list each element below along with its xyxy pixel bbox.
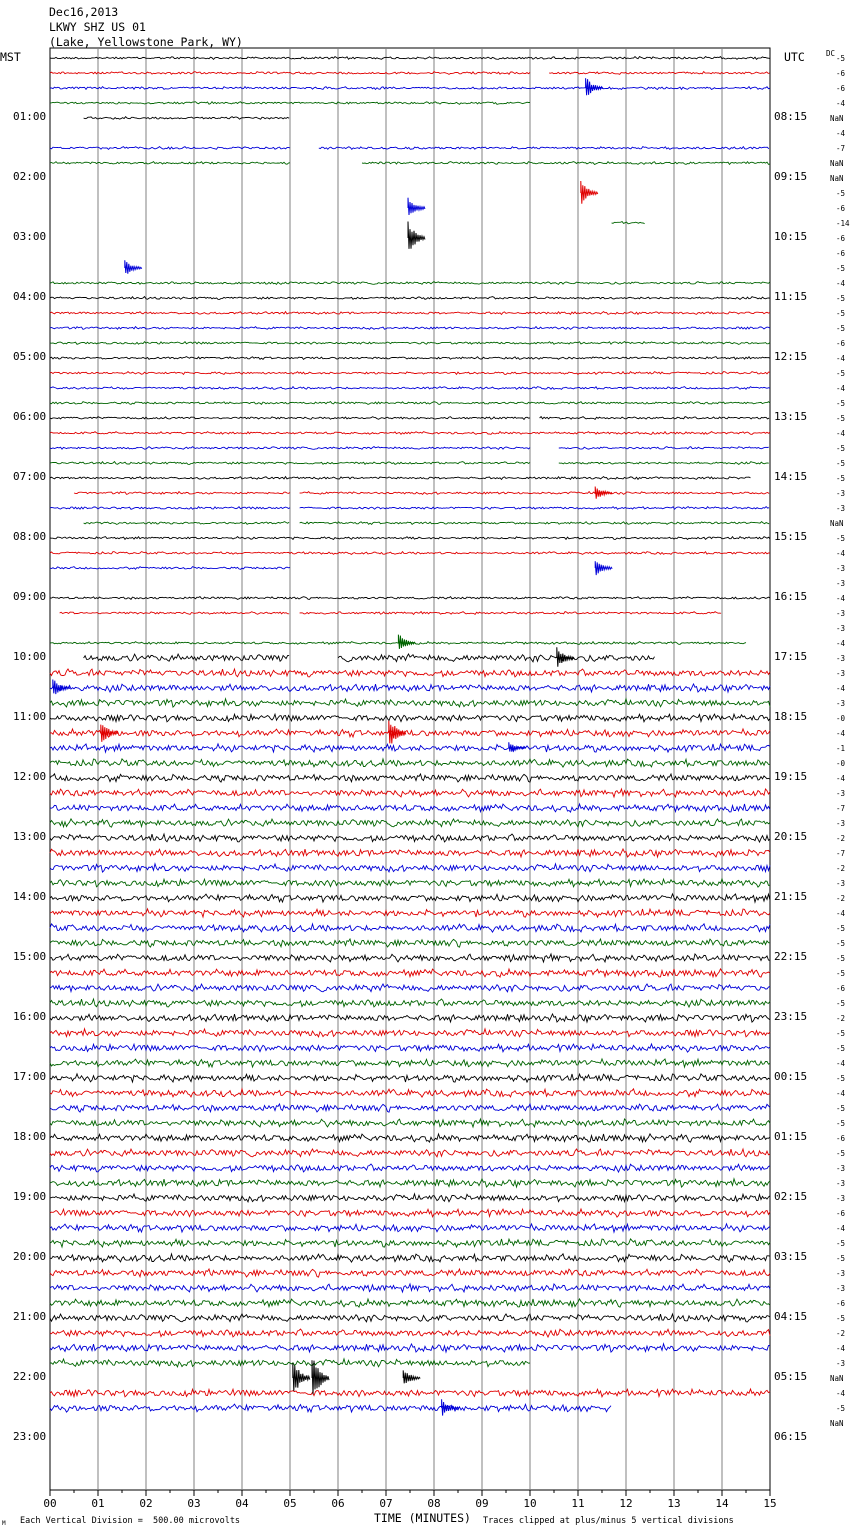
trace-segment bbox=[50, 1134, 770, 1142]
trace-segment bbox=[50, 312, 770, 315]
dc-offset-label: -6 bbox=[836, 339, 846, 348]
trace-segment bbox=[50, 1044, 770, 1052]
x-tick-label: 04 bbox=[235, 1497, 249, 1510]
left-hour-label: 10:00 bbox=[13, 650, 47, 663]
dc-offset-label: -0 bbox=[836, 759, 846, 768]
seismic-event bbox=[442, 1399, 459, 1415]
x-tick-label: 07 bbox=[379, 1497, 393, 1510]
seismic-event bbox=[581, 181, 598, 204]
dc-offset-label: -5 bbox=[836, 1044, 846, 1053]
trace-segment bbox=[50, 684, 770, 692]
dc-offset-label: -5 bbox=[836, 369, 846, 378]
seismic-event bbox=[595, 487, 612, 499]
trace-segment bbox=[50, 1299, 770, 1307]
dc-offset-label: -4 bbox=[836, 429, 846, 438]
trace-segment bbox=[50, 87, 770, 90]
right-hour-label: 23:15 bbox=[774, 1010, 808, 1023]
trace-segment bbox=[50, 282, 770, 285]
dc-offset-label: -4 bbox=[836, 1224, 846, 1233]
trace-segment bbox=[50, 372, 770, 375]
right-hour-label: 14:15 bbox=[774, 470, 808, 483]
right-hour-label: 20:15 bbox=[774, 830, 808, 843]
trace-segment bbox=[50, 669, 770, 677]
trace-segment bbox=[50, 552, 770, 555]
seismic-event bbox=[408, 198, 425, 215]
trace-segment bbox=[50, 744, 770, 752]
station-name: LKWY SHZ US 01 bbox=[49, 20, 146, 34]
trace-segment bbox=[50, 759, 770, 767]
trace-segment bbox=[362, 162, 770, 165]
x-tick-label: 06 bbox=[331, 1497, 345, 1510]
x-tick-label: 12 bbox=[619, 1497, 633, 1510]
seismic-event bbox=[398, 635, 415, 649]
dc-offset-label: -2 bbox=[836, 1329, 846, 1338]
dc-offset-label: -3 bbox=[836, 1194, 846, 1203]
dc-offset-label: -7 bbox=[836, 144, 846, 153]
left-hour-label: 17:00 bbox=[13, 1070, 47, 1083]
trace-segment bbox=[50, 1059, 770, 1067]
trace-segment bbox=[50, 1074, 770, 1082]
dc-offset-header: DC bbox=[826, 49, 836, 58]
dc-offset-label: -4 bbox=[836, 279, 846, 288]
trace-segment bbox=[50, 819, 770, 827]
trace-segment bbox=[50, 357, 770, 360]
trace-segment bbox=[338, 654, 655, 662]
trace-segment bbox=[50, 507, 290, 510]
right-hour-label: 02:15 bbox=[774, 1190, 808, 1203]
trace-segment bbox=[84, 654, 290, 661]
left-hour-label: 06:00 bbox=[13, 410, 47, 423]
trace-segment bbox=[50, 969, 770, 977]
plot-date: Dec16,2013 bbox=[49, 5, 119, 19]
trace-segment bbox=[50, 849, 770, 857]
x-tick-label: 01 bbox=[91, 1497, 105, 1510]
trace-segment bbox=[50, 774, 770, 782]
dc-offset-label: -5 bbox=[836, 444, 846, 453]
seismic-event bbox=[312, 1360, 329, 1394]
left-hour-label: 14:00 bbox=[13, 890, 47, 903]
seismic-event bbox=[101, 725, 118, 742]
right-hour-label: 09:15 bbox=[774, 170, 808, 183]
dc-offset-label: -3 bbox=[836, 504, 846, 513]
trace-segment bbox=[300, 612, 721, 615]
dc-offset-label: -5 bbox=[836, 1239, 846, 1248]
dc-offset-label: -5 bbox=[836, 999, 846, 1008]
dc-offset-label: -5 bbox=[836, 54, 846, 63]
dc-offset-label: -3 bbox=[836, 699, 846, 708]
dc-offset-label: -5 bbox=[836, 1149, 846, 1158]
dc-offset-label: NaN bbox=[830, 174, 844, 183]
trace-segment bbox=[50, 714, 770, 722]
dc-offset-label: -3 bbox=[836, 819, 846, 828]
trace-segment bbox=[300, 492, 769, 495]
trace-group bbox=[50, 57, 770, 1413]
left-hour-label: 08:00 bbox=[13, 530, 47, 543]
right-hour-label: 00:15 bbox=[774, 1070, 808, 1083]
dc-offset-label: NaN bbox=[830, 519, 844, 528]
right-hour-label: 15:15 bbox=[774, 530, 808, 543]
trace-segment bbox=[50, 1089, 770, 1097]
dc-offset-label: -2 bbox=[836, 894, 846, 903]
left-hour-label: 07:00 bbox=[13, 470, 47, 483]
right-hour-label: 12:15 bbox=[774, 350, 808, 363]
trace-segment bbox=[50, 162, 290, 165]
right-hour-label: 19:15 bbox=[774, 770, 808, 783]
dc-offset-label: -3 bbox=[836, 1179, 846, 1188]
dc-offset-label: -6 bbox=[836, 84, 846, 93]
right-hour-label: 05:15 bbox=[774, 1370, 808, 1383]
trace-segment bbox=[50, 1209, 770, 1217]
minute-gridlines bbox=[50, 48, 770, 1490]
trace-segment bbox=[50, 1179, 770, 1187]
dc-offset-label: -2 bbox=[836, 1014, 846, 1023]
dc-offset-label: -3 bbox=[836, 879, 846, 888]
dc-offset-label: -4 bbox=[836, 774, 846, 783]
dc-offset-label: -14 bbox=[836, 219, 850, 228]
dc-offset-label: -1 bbox=[836, 744, 846, 753]
dc-offset-label: -6 bbox=[836, 1134, 846, 1143]
trace-segment bbox=[50, 147, 290, 150]
right-hour-label: 04:15 bbox=[774, 1310, 808, 1323]
trace-segment bbox=[50, 789, 770, 797]
trace-segment bbox=[50, 939, 770, 947]
dc-offset-label: -3 bbox=[836, 579, 846, 588]
dc-offset-label: -5 bbox=[836, 939, 846, 948]
dc-offset-label: -4 bbox=[836, 639, 846, 648]
dc-offset-label: -3 bbox=[836, 1359, 846, 1368]
dc-offset-label: -5 bbox=[836, 459, 846, 468]
seismic-event bbox=[293, 1363, 310, 1391]
trace-segment bbox=[50, 297, 770, 300]
left-hour-label: 03:00 bbox=[13, 230, 47, 243]
dc-offset-label: NaN bbox=[830, 1374, 844, 1383]
dc-offset-label: -5 bbox=[836, 1314, 846, 1323]
x-axis-label: TIME (MINUTES) bbox=[374, 1511, 471, 1525]
dc-offset-label: -5 bbox=[836, 294, 846, 303]
left-hour-label: 01:00 bbox=[13, 110, 47, 123]
dc-offset-label: -5 bbox=[836, 264, 846, 273]
trace-segment bbox=[50, 729, 770, 737]
dc-offset-label: -5 bbox=[836, 1029, 846, 1038]
dc-offset-label: -3 bbox=[836, 624, 846, 633]
seismic-event bbox=[403, 1370, 420, 1383]
dc-offset-label: -5 bbox=[836, 189, 846, 198]
right-hour-label: 18:15 bbox=[774, 710, 808, 723]
trace-segment bbox=[50, 1014, 770, 1022]
seismic-event bbox=[53, 680, 70, 695]
x-tick-label: 09 bbox=[475, 1497, 489, 1510]
trace-segment bbox=[50, 1149, 770, 1157]
x-tick-label: 03 bbox=[187, 1497, 201, 1510]
trace-segment bbox=[50, 1389, 770, 1397]
trace-segment bbox=[50, 1029, 770, 1037]
dc-offset-label: -5 bbox=[836, 1104, 846, 1113]
dc-offset-label: NaN bbox=[830, 159, 844, 168]
left-hour-label: 20:00 bbox=[13, 1250, 47, 1263]
trace-segment bbox=[50, 1404, 611, 1412]
trace-segment bbox=[50, 1329, 770, 1337]
trace-segment bbox=[50, 342, 770, 345]
trace-segment bbox=[50, 1119, 770, 1127]
dc-offset-label: -4 bbox=[836, 594, 846, 603]
seismic-event bbox=[595, 561, 612, 575]
trace-segment bbox=[50, 894, 770, 902]
dc-offset-label: -5 bbox=[836, 534, 846, 543]
dc-offset-label: -5 bbox=[836, 474, 846, 483]
dc-offset-label: -5 bbox=[836, 414, 846, 423]
left-hour-label: 13:00 bbox=[13, 830, 47, 843]
dc-offset-label: -4 bbox=[836, 354, 846, 363]
left-hour-label: 04:00 bbox=[13, 290, 47, 303]
dc-offset-label: -6 bbox=[836, 204, 846, 213]
trace-segment bbox=[50, 1194, 770, 1202]
trace-segment bbox=[50, 537, 770, 540]
trace-segment bbox=[50, 909, 770, 917]
trace-segment bbox=[50, 432, 770, 435]
dc-offset-label: -7 bbox=[836, 849, 846, 858]
trace-segment bbox=[84, 522, 290, 525]
x-tick-label: 08 bbox=[427, 1497, 441, 1510]
left-hour-label: 15:00 bbox=[13, 950, 47, 963]
dc-offset-label: -3 bbox=[836, 564, 846, 573]
x-tick-label: 00 bbox=[43, 1497, 57, 1510]
left-hour-label: 09:00 bbox=[13, 590, 47, 603]
dc-offset-label: -0 bbox=[836, 714, 846, 723]
dc-offset-label: -6 bbox=[836, 984, 846, 993]
dc-offset-label: -2 bbox=[836, 834, 846, 843]
dc-offset-label: -3 bbox=[836, 654, 846, 663]
trace-segment bbox=[300, 507, 769, 510]
dc-offset-label: -4 bbox=[836, 729, 846, 738]
trace-segment bbox=[50, 477, 751, 480]
dc-offset-label: -5 bbox=[836, 954, 846, 963]
dc-offset-label: NaN bbox=[830, 114, 844, 123]
dc-offset-label: -5 bbox=[836, 399, 846, 408]
dc-offset-label: -3 bbox=[836, 669, 846, 678]
trace-segment bbox=[612, 222, 645, 224]
dc-offset-label: -3 bbox=[836, 1164, 846, 1173]
trace-segment bbox=[74, 492, 290, 495]
plot-frame bbox=[50, 48, 770, 1490]
left-hour-label: 16:00 bbox=[13, 1010, 47, 1023]
dc-offset-label: -6 bbox=[836, 234, 846, 243]
dc-offset-label: -6 bbox=[836, 69, 846, 78]
trace-segment bbox=[50, 1239, 770, 1247]
seismic-event bbox=[408, 222, 425, 249]
trace-segment bbox=[50, 1224, 770, 1232]
trace-segment bbox=[50, 1164, 770, 1172]
trace-segment bbox=[50, 402, 770, 405]
trace-segment bbox=[300, 522, 769, 525]
seismic-event bbox=[125, 260, 142, 273]
dc-offset-label: -4 bbox=[836, 684, 846, 693]
dc-offset-label: -3 bbox=[836, 1284, 846, 1293]
left-hour-label: 18:00 bbox=[13, 1130, 47, 1143]
dc-offset-label: -5 bbox=[836, 1074, 846, 1083]
scale-note: Each Vertical Division = 500.00 microvolts bbox=[20, 1516, 241, 1526]
trace-segment bbox=[549, 72, 770, 75]
left-hour-label: 05:00 bbox=[13, 350, 47, 363]
trace-segment bbox=[50, 1104, 770, 1112]
trace-segment bbox=[50, 567, 290, 570]
trace-segment bbox=[540, 417, 770, 420]
right-hour-label: 21:15 bbox=[774, 890, 808, 903]
trace-segment bbox=[50, 879, 770, 887]
right-hour-label: 06:15 bbox=[774, 1430, 808, 1443]
x-tick-label: 14 bbox=[715, 1497, 729, 1510]
trace-segment bbox=[60, 612, 290, 615]
trace-segment bbox=[84, 117, 290, 120]
right-hour-label: 11:15 bbox=[774, 290, 808, 303]
station-location: (Lake, Yellowstone Park, WY) bbox=[49, 35, 243, 49]
dc-offset-label: -4 bbox=[836, 549, 846, 558]
dc-offset-label: -4 bbox=[836, 1344, 846, 1353]
trace-segment bbox=[50, 327, 770, 330]
trace-segment bbox=[50, 57, 770, 60]
trace-segment bbox=[50, 597, 770, 600]
dc-offset-label: -4 bbox=[836, 99, 846, 108]
right-hour-label: 13:15 bbox=[774, 410, 808, 423]
seismic-event bbox=[557, 647, 574, 666]
x-axis-ticks bbox=[43, 1490, 776, 1510]
dc-offset-label: -3 bbox=[836, 1269, 846, 1278]
left-hour-label: 22:00 bbox=[13, 1370, 47, 1383]
x-tick-label: 13 bbox=[667, 1497, 681, 1510]
dc-offset-label: -3 bbox=[836, 609, 846, 618]
trace-segment bbox=[50, 1254, 770, 1262]
dc-offset-label: -6 bbox=[836, 1209, 846, 1218]
trace-segment bbox=[50, 999, 770, 1007]
trace-segment bbox=[50, 864, 770, 872]
dc-offset-label: -5 bbox=[836, 969, 846, 978]
right-hour-label: 10:15 bbox=[774, 230, 808, 243]
dc-offset-label: -3 bbox=[836, 489, 846, 498]
dc-offset-label: -6 bbox=[836, 249, 846, 258]
trace-segment bbox=[50, 834, 770, 842]
dc-offset-label: -5 bbox=[836, 309, 846, 318]
trace-segment bbox=[50, 984, 770, 992]
dc-offset-label: -6 bbox=[836, 1299, 846, 1308]
dc-offset-label: -4 bbox=[836, 1059, 846, 1068]
dc-offset-label: -4 bbox=[836, 909, 846, 918]
x-tick-label: 10 bbox=[523, 1497, 537, 1510]
dc-offset-label: -4 bbox=[836, 1089, 846, 1098]
seismic-event bbox=[586, 78, 603, 95]
x-tick-label: 05 bbox=[283, 1497, 297, 1510]
x-tick-label: 15 bbox=[763, 1497, 777, 1510]
right-hour-label: 17:15 bbox=[774, 650, 808, 663]
trace-segment bbox=[50, 1314, 770, 1322]
seismic-event bbox=[389, 721, 406, 744]
left-hour-label: 02:00 bbox=[13, 170, 47, 183]
trace-segment bbox=[559, 462, 769, 465]
left-hour-label: 19:00 bbox=[13, 1190, 47, 1203]
right-hour-label: 01:15 bbox=[774, 1130, 808, 1143]
dc-offset-label: -5 bbox=[836, 324, 846, 333]
dc-offset-label: -3 bbox=[836, 789, 846, 798]
trace-segment bbox=[50, 954, 770, 962]
dc-offset-label: NaN bbox=[830, 1419, 844, 1428]
left-timezone-label: MST bbox=[0, 50, 21, 64]
trace-segment bbox=[50, 1284, 770, 1292]
trace-segment bbox=[50, 804, 770, 812]
trace-segment bbox=[50, 387, 770, 390]
dc-offset-label: -5 bbox=[836, 1404, 846, 1413]
corner-mark: M bbox=[2, 1520, 6, 1527]
left-hour-label: 12:00 bbox=[13, 770, 47, 783]
x-tick-label: 02 bbox=[139, 1497, 153, 1510]
dc-offset-label: -5 bbox=[836, 924, 846, 933]
trace-segment bbox=[50, 924, 770, 932]
trace-segment bbox=[50, 1344, 770, 1352]
trace-segment bbox=[50, 699, 770, 707]
right-hour-label: 03:15 bbox=[774, 1250, 808, 1263]
left-hour-label: 21:00 bbox=[13, 1310, 47, 1323]
dc-offset-label: -4 bbox=[836, 384, 846, 393]
dc-offset-label: -5 bbox=[836, 1119, 846, 1128]
dc-offset-label: -4 bbox=[836, 1389, 846, 1398]
dc-offset-label: -2 bbox=[836, 864, 846, 873]
dc-offset-label: -7 bbox=[836, 804, 846, 813]
left-hour-label: 11:00 bbox=[13, 710, 47, 723]
dc-offset-label: -4 bbox=[836, 129, 846, 138]
dc-offset-label: -5 bbox=[836, 1254, 846, 1263]
trace-segment bbox=[559, 447, 769, 450]
clip-note: Traces clipped at plus/minus 5 vertical divisions bbox=[483, 1516, 734, 1526]
right-hour-label: 22:15 bbox=[774, 950, 808, 963]
left-hour-label: 23:00 bbox=[13, 1430, 47, 1443]
trace-segment bbox=[50, 1269, 770, 1277]
right-timezone-label: UTC bbox=[784, 50, 805, 64]
right-hour-label: 16:15 bbox=[774, 590, 808, 603]
right-hour-label: 08:15 bbox=[774, 110, 808, 123]
x-tick-label: 11 bbox=[571, 1497, 585, 1510]
